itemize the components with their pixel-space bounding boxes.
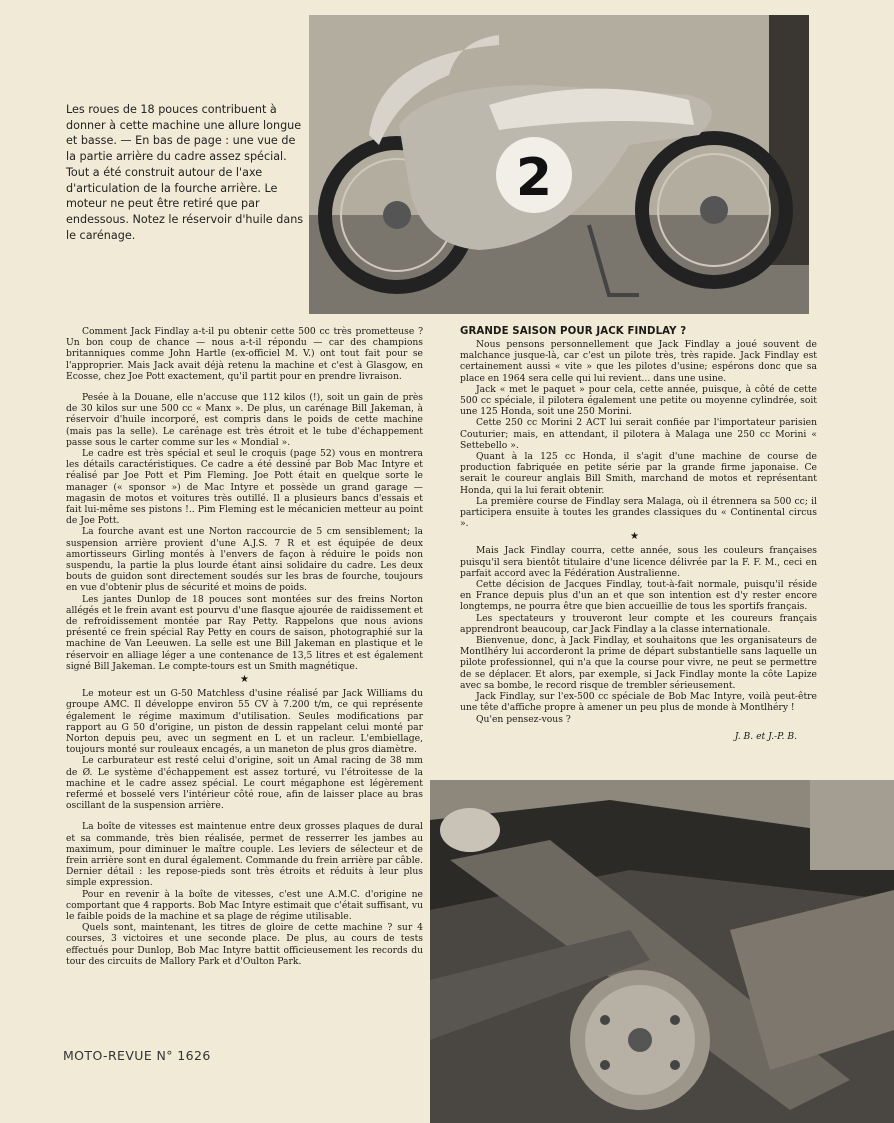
paragraph: Qu'en pensez-vous ? <box>476 713 571 725</box>
paragraph: La boîte de vitesses est maintenue entre deux grosses plaques de dural et sa commande, très bien réalisée, permet de resserrer les jambes au maximum, pour diminuer le maître couple. Les leviers de sélecteur et de frein arrière sont en dural également. Commande du frein arrière par câble. Dernier détail : les repose-pieds sont très étroits et réduits à leur plus simple expression. <box>66 821 423 889</box>
paragraph: Cette décision de Jacques Findlay, tout-à-fait normale, puisqu'il réside en France depuis plus d'un an et que son intention est d'y rester encore longtemps, ne pourra être que bien accueillie de tous les sportifs français. <box>460 579 817 613</box>
paragraph: Comment Jack Findlay a-t-il pu obtenir cette 500 cc très prometteuse ? Un bon coup de chance — nous a-t-il répondu — car des champions britanniques comme John Hartle (ex-officiel M. V.) ont tout fait pour se l'approprier. Mais Jack avait déjà retenu la machine et c'est à Glasgow, en Ecosse, chez Joe Pott exactement, qu'il partit pour en prendre livraison. <box>66 326 423 382</box>
paragraph: Le carburateur est resté celui d'origine, soit un Amal racing de 38 mm de Ø. Le système d'échappement est assez torturé, vu l'étroitesse de la machine et le cadre assez spécial. Le court mégaphone est légèrement refermé et bosselé vers l'intérieur côté roue, afin de laisser place au bras oscillant de la suspension arrière. <box>66 755 423 812</box>
paragraph: Quant à la 125 cc Honda, il s'agit d'une machine de course de production fabriquée en petite série par la grande firme japonaise. Ce serait le coureur anglais Bill Smith, marchand de motos et représentant Honda, qui la lui ferait obtenir. <box>460 451 817 496</box>
paragraph: Jack « met le paquet » pour cela, cette année, puisque, à côté de cette 500 cc spéciale, il pilotera également une petite ou moyenne cylindrée, soit une 125 Honda, soit une 250 Morini. <box>460 383 817 418</box>
paragraph: Nous pensons personnellement que Jack Findlay a joué souvent de malchance jusque-là, car c'est un pilote très, très rapide. Jack Findlay est certainement aussi « vite » que les pilotes d'usine; espérons donc que sa place en 1964 sera celle qui lui revient... dans une usine. <box>460 339 817 384</box>
paragraph: La fourche avant est une Norton raccourcie de 5 cm sensiblement; la suspension arrière provient d'une A.J.S. 7 R et est équipée de deux amortisseurs Girling montés à l'envers de façon à réduire le poids non suspendu, la partie la plus lourde étant ainsi solidaire du cadre. Les deux bouts de guidon sont directement soudés sur les bras de fourche, toujours en vue d'obtenir plus de sécurité et moins de poids. <box>66 526 423 594</box>
paragraph: La première course de Findlay sera Malaga, où il étrennera sa 500 cc; il participera ensuite à toutes les grandes classiques du « Continental circus ». <box>460 495 817 530</box>
paragraph: Pour en revenir à la boîte de vitesses, c'est une A.M.C. d'origine ne comportant que 4 rapports. Bob Mac Intyre estimait que c'était suffisant, vu le faible poids de la machine et sa plage de régime utilisable. <box>66 888 423 922</box>
paragraph: Bienvenue, donc, à Jack Findlay, et souhaitons que les organisateurs de Montlhéry lui accorderont la prime de départ substantielle sans laquelle un pilote professionnel, qui n'a que la course pour vivre, ne peut se permettre de se déplacer. Et alors, par exemple, si Jack Findlay monte la côte Lapize avec sa bombe, le record risque de trembler sérieusement. <box>460 635 817 691</box>
motorcycle-photo <box>309 15 809 314</box>
race-number: 2 <box>515 148 553 208</box>
paragraph: Les jantes Dunlop de 18 pouces sont montées sur des freins Norton allégés et le frein avant est pourvu d'une flasque ajourée de raidissement et de refroidissement montée par Ray Petty. Rappelons que nous avions présenté ce frein spécial Ray Petty en cours de saison, photographié sur la machine de Van Leeuwen. La selle est une Bill Jakeman en plastique et le réservoir en alliage léger a une contenance de 13,5 litres et est également signé Bill Jakeman. Le compte-tours est un Smith magnétique. <box>66 593 423 672</box>
paragraph: Cette 250 cc Morini 2 ACT lui serait confiée par l'importateur parisien Couturier; mais, en attendant, il pilotera à Malaga une 250 cc Morini « Settebello ». <box>460 417 817 451</box>
section-title: GRANDE SAISON POUR JACK FINDLAY ? <box>460 326 687 337</box>
author-signature: J. B. et J.-P. B. <box>734 730 797 742</box>
frame-detail-photo <box>430 780 894 1123</box>
article-right-column <box>460 326 817 742</box>
article-left-column <box>66 326 423 967</box>
paragraph: Jack Findlay, sur l'ex-500 cc spéciale de Bob Mac Intyre, voilà peut-être une tête d'affiche propre à amener un peu plus de monde à Montlhéry ! <box>460 691 817 714</box>
paragraph: Le moteur est un G-50 Matchless d'usine réalisé par Jack Williams du groupe AMC. Il développe environ 55 CV à 7.200 t/m, ce qui représente également le régime maximum d'utilisation. Seules modifications par rapport au G 50 d'origine, un piston de dessin rappelant celui monté par Norton depuis peu, avec un segment en L et un racleur. L'embiellage, toujours monté sur rouleaux encagés, a un maneton de plus gros diamètre. <box>66 688 423 756</box>
paragraph: Les spectateurs y trouveront leur compte et les coureurs français apprendront beaucoup, car Jack Findlay a la classe internationale. <box>460 612 817 635</box>
section-star: ★ <box>240 674 249 686</box>
photo-caption: Les roues de 18 pouces contribuent à donner à cette machine une allure longue et basse. — En bas de page : une vue de la partie arrière du cadre assez spécial. Tout a été construit autour de l'axe d'articulation de la fourche arrière. Le moteur ne peut être retiré que par endessous. Notez le réservoir d'huile dans le carénage. <box>66 103 304 242</box>
paragraph: Pesée à la Douane, elle n'accuse que 112 kilos (!), soit un gain de près de 30 kilos sur une 500 cc « Manx ». De plus, un carénage Bill Jakeman, à réservoir d'huile incorporé, est compris dans le poids de cette machine (mais pas la selle). Le carénage est très étroit et le tube d'échappement passe sous le carter comme sur les « Mondial ». <box>66 392 423 448</box>
paragraph: Mais Jack Findlay courra, cette année, sous les couleurs françaises puisqu'il sera bientôt titulaire d'une licence délivrée par la F. F. M., ceci en parfait accord avec la Fédération Australienne. <box>460 545 817 579</box>
paragraph: Quels sont, maintenant, les titres de gloire de cette machine ? sur 4 courses, 3 victoires et une seconde place. De plus, au cours de tests effectués pour Dunlop, Bob Mac Intyre battit officieusement les records du tour des circuits de Mallory Park et d'Oulton Park. <box>66 922 423 967</box>
paragraph: Le cadre est très spécial et seul le croquis (page 52) vous en montrera les détails caractéristiques. Ce cadre a été dessiné par Bob Mac Intyre et réalisé par Joe Pott et Pim Fleming. Joe Pott était en quelque sorte le manager (« sponsor ») de Mac Intyre et possède un grand garage — magasin de motos et voitures très outillé. Il a plusieurs bancs d'essais et fait lui-même ses pistons !.. Pim Fleming est le mécanicien metteur au point de Joe Pott. <box>66 448 423 527</box>
page-footer: MOTO-REVUE N° 1626 <box>63 1048 211 1063</box>
section-star: ★ <box>630 531 639 543</box>
